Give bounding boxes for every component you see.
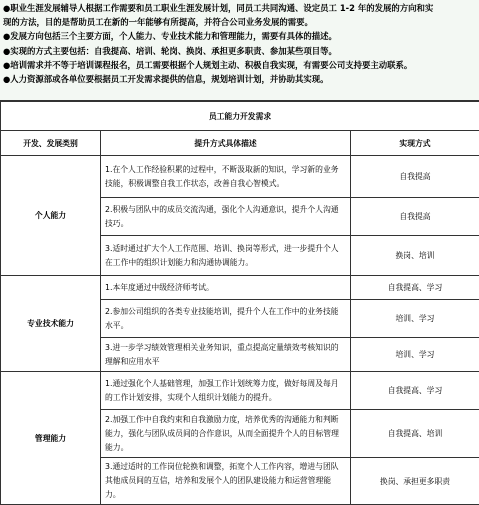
header-description: 提升方式具体描述 — [101, 131, 351, 156]
development-needs-table — [0, 101, 479, 505]
method-cell: 自我提高、学习 — [351, 276, 479, 300]
description-cell: 2.积极与团队中的成员交流沟通，强化个人沟通意识，提升个人沟通技巧。 — [101, 198, 351, 236]
category-personal: 个人能力 — [1, 156, 101, 276]
table-header-row — [1, 131, 479, 156]
note-line: 现的方法，目的是帮助员工在新的一年能够有所提高，并符合公司业务发展的需要。 — [0, 15, 479, 29]
guidance-notes — [0, 0, 479, 101]
method-cell: 自我提高 — [351, 198, 479, 236]
method-cell: 换岗、培训 — [351, 236, 479, 276]
table-title: 员工能力开发需求 — [1, 102, 479, 131]
note-line: ●人力资源部或各单位要根据员工开发需求提供的信息，规划培训计划，并协助其实现。 — [0, 72, 479, 86]
category-technical: 专业技术能力 — [1, 276, 101, 372]
table-row — [1, 276, 479, 300]
table-row — [1, 156, 479, 198]
note-line: ●实现的方式主要包括：自我提高、培训、轮岗、换岗、承担更多职责、参加某些项目等。 — [0, 44, 479, 58]
note-line: ●发展方向包括三个主要方面，个人能力、专业技术能力和管理能力，需要有具体的描述。 — [0, 29, 479, 43]
table-title-row — [1, 102, 479, 131]
description-cell: 1.本年度通过中级经济师考试。 — [101, 276, 351, 300]
category-management: 管理能力 — [1, 372, 101, 505]
description-cell: 3.适时通过扩大个人工作范围、培训、换岗等形式，进一步提升个人在工作中的组织计划能力和沟通协调能力。 — [101, 236, 351, 276]
description-cell: 2.参加公司组织的各类专业技能培训，提升个人在工作中的业务技能水平。 — [101, 300, 351, 338]
description-cell: 3.通过适时的工作岗位轮换和调整，拓宽个人工作内容，增进与团队其他成员间的互信，培养和发展个人的团队建设能力和运营管理能力。 — [101, 458, 351, 505]
note-line: ●培训需求并不等于培训课程报名，员工需要根据个人规划主动、积极自我实现，有需要公司支持要主动联系。 — [0, 58, 479, 72]
description-cell: 3.进一步学习绩效管理相关业务知识，重点提高定量绩效考核知识的理解和应用水平 — [101, 338, 351, 372]
description-cell: 1.在个人工作经验积累的过程中，不断汲取新的知识，学习新的业务技能，积极调整自我工作状态，改善自我心智模式。 — [101, 156, 351, 198]
method-cell: 换岗、承担更多职责 — [351, 458, 479, 505]
method-cell: 自我提高、学习 — [351, 372, 479, 410]
method-cell: 培训、学习 — [351, 338, 479, 372]
method-cell: 自我提高、培训 — [351, 410, 479, 458]
method-cell: 自我提高 — [351, 156, 479, 198]
header-method: 实现方式 — [351, 131, 479, 156]
note-line: ●职业生涯发展辅导人根据工作需要和员工职业生涯发展计划，同员工共同沟通、设定员工 1-2 年的发展的方向和实 — [0, 0, 479, 15]
header-category: 开发、发展类别 — [1, 131, 101, 156]
description-cell: 1.通过强化个人基础管理，加强工作计划统筹力度，做好每周及每月的工作计划安排，实现个人组织计划能力的提升。 — [101, 372, 351, 410]
table-row — [1, 372, 479, 410]
description-cell: 2.加强工作中自我约束和自我激励力度，培养优秀的沟通能力和判断能力，强化与团队成员间的合作意识，从而全面提升个人的目标管理能力。 — [101, 410, 351, 458]
method-cell: 培训、学习 — [351, 300, 479, 338]
